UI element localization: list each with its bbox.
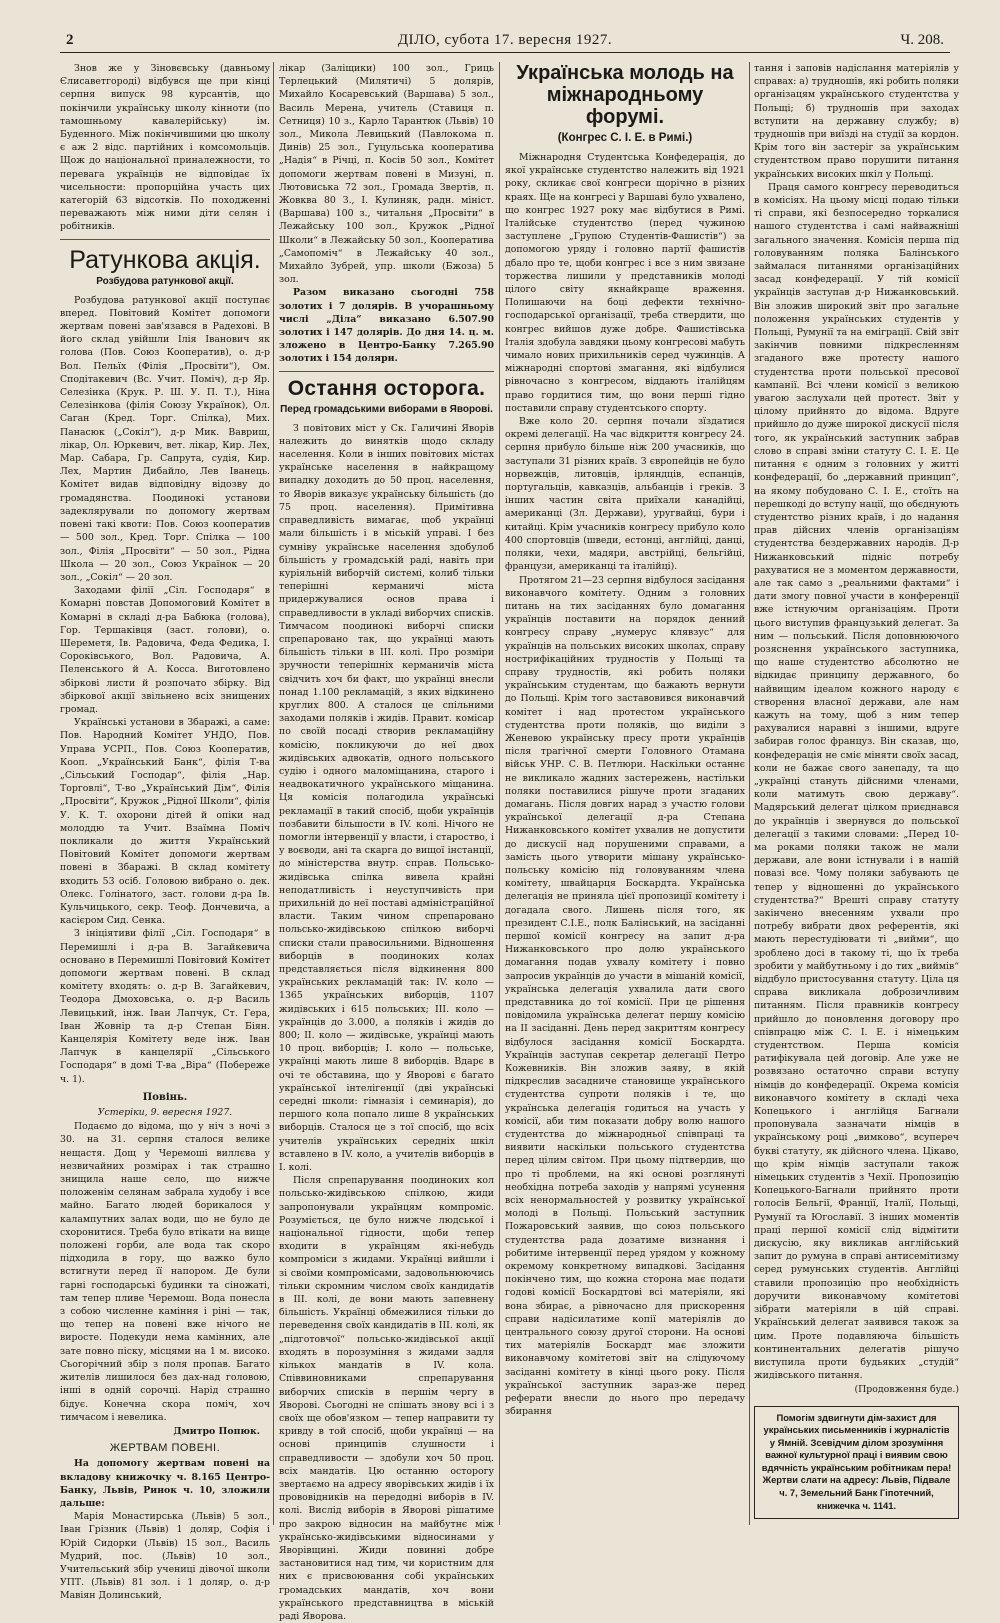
column-1	[60, 62, 270, 1602]
congress-paragraph: Міжнародня Студентська Конфедерація, до якої українське студентство належить від 1921 року, скликає свої конгреси щорічно в різних краях. Ще на конгресі у Варшаві було ухвалено, що конгрес 1927 року має відбутися в Римі. Італійське студентство (перед чужиною заступлене „Групою Студентів-Фашистів“) за допомогою уряду і головно партії фашистів дбало про те, щоби конгрес і все з ним звязане торжества лишили у представників молоді цілого світу якнайкраще враження. Полишаючи на боці дефекти технічно-господарської організації, треба ствердити, що конгрес вийшов дуже добре. Фашистівська Італія здобула завдяки цьому конгресові мабуть чимало нових прихильників серед чужинців. А міжнародні спортові змагання, які відбулися рівночасно з конгресом, віддають італійцям право гордитися тим, що вони перші гідно поставили справу студентського спорту.	[505, 152, 745, 414]
rescue-headline: Ратункова акція.	[69, 245, 261, 274]
rescue-paragraph: З ініціятиви філії „Сіл. Господаря“ в Перемишлі і д-ра В. Загайкевича основано в Перемишлі Повітовий Комітет допомоги жертвам повені. В склад комітету входять: о. д-р В. Загайкевич, Теодора Дмоховська, о. д-р Василь Левицький, інж. Іван Лапчук, Ст. Гера, Іван Жовнір та д-р Степан Біян. Канцелярія Комітету веде інж. Іван Лапчук в канцелярії „Сільського Господаря“ в домі Т-ва „Віра“ (Побереже ч. 1).	[60, 928, 270, 1085]
congress-paragraph: Праця самого конгресу переводиться в комісіях. На цьому місці подаю тільки ті справи, які безпосередно торкалися нашого студентства і самі найважніші загального значення. Комісія перша під головуванням поляка Балінського займалася питаннями організаційних засад конфедерації. У тій комісії українців заступав д-р Нижанковський. Він зложив широкий звіт про загальне положення українських студентів у Польщі, Румунії та на еміграції. Свій звіт закінчив повними підкресленням згаданого вже протесту нашого студентства проти польської пресової кампанії. Всі члени комісії з великою увагою заслухали цей протест. Звіт у цілому прийнято до відома. Вдруге прийшло до дуже широкої дискусії після того, як український заступник забрав слово в справі зміни статуту С. І. Е. Це питання є одним з головних у житті конфедерації, бо „державний принцип“, на якому побудовано С. І. Е., стоїть на перешкоді до вступу нації, що обєднують студентство різних країв, і до надання прав дійсних членів організаціям студентства бездержавних народів. Д-р Нижанковський підніс потребу рахуватися не з моментом державности, але так само з „реальними фактами“ і дати змогу повної участи в конференції вже істнуючим організаціям. Проти цього виступив французький делегат. За ним — польський. Після доповнюючого розяснення українського заступника, що наше студентство абсолютно не відкидає принципу державного, бо найвищим ідеалом кожного народу є створення власної держави, але нам кажуть на тому, щоб з ним тепер рахувалися наравні з іншими, вдруге забирав голос француз. Він сказав, що, конфедерація не сміє міняти своїх засад, коли не бажає свого занепаду, та що „українці стануть дійсними членами, коли матимуть свою державу“. Мадярський делегат цілком приєднався до українців і звернувся до польської делегації з такими словами: „Перед 10-ма роками поляки також не мали держави, але вони істнували і в нашій повазі все. Чому поляки забувають це тепер у відношенні до українського студентства?“ Врешті справу статуту закінчено внесенням ухвали про потребу вибрати двох референтів, які мають перестудіювати ті „вийми“, що зроблено досі в такому ті, що їх треба зробити у майбутньому і до тих „виймів“ віддбуло пристосування статуту. Ціла ця справа викликала доброзичливим питанням. Після правників конгресу прийшло до поновлення договору про співпрацю між С. І. Е. і німецьким студентством. Перша комісія ратифікувала цей договір. Але уже не розвязано остаточно справи вступу німців до конфедерації. Окрема комісія виконавчого комітету в складі чеха Копецького і англійця Багнали пропонувала зазначати німців в українському році „вимково“, всупереч букві статуту, як дійсного члена. Цікаво, що крім німців заступали також німецьких студентів з Чехії. Пропозицію Копецького-Багнали прийнято проти голосів Бельгії, Франції, Італії, Польщі, Румунії та Югославії. З інших моментів праці першої комісії слід відмітити дискусію, яку викликав англійський запит до румуна в справі антисемітизму серед румунських студентів. Англійці ставили пропозицію про необхідність доручити виконавчому комітетові зібрати матеріяли в цій справі. Український делегат заявився також за цим. Проте подавляюча більшість континентальних делегатів рішучо виступила проти будьяких „студій“ жидівського питання.	[754, 181, 959, 1382]
victims-total: Разом виказано сьогодні 758 золотих і 7 долярів. В учорашньому числі „Діла“ виказано 6.507.90 золотих і 147 долярів. До дня 14. ц. м. зложено в Центро-Банку 7.265.90 золотих і 154 доляри.	[279, 287, 494, 365]
flood-signature: Дмитро Попюк.	[173, 1425, 260, 1437]
column-3	[505, 62, 745, 1525]
warning-headline: Остання осторога.	[287, 376, 486, 400]
rescue-paragraph: Розбудова ратункової акції поступає вперед. Повітовий Комітет допомоги жертвам повені зав'язався в Радехові. В його склад увійшли Ілія Іванович як голова (Пов. Союз Кооператив), о. д-р Вол. Пельїх (Філія „Просвіти“), Ом. Сподітакевич (Вс. Учит. Поміч), д-р Яр. Селезінка (Крук. Р. Ш. У. П. Т.), Ніна Селезінкова (філія Союзу Українок), Ол. Саган (Кред. Торг. Спілка), Мих. Панасюк („Сокіл“), д-р Мик. Вавриш, лікар, Ол. Юркевич, вет. лікар, Кир. Лех, Мар. Сабара, Гр. Сапрута, судія, Кир. Лех, Мартин Дибайло, Лев Іванець. Комітет видав відповідну відозву до громадянства. Поодинокі установи задеклярували по допомогу жертвам повені такі квоти: Пов. Союз кооператив — 500 зол., Кред. Торг. Спілка — 100 зол., Філія „Просвіти“ — 50 зол., Рідна Школа — 20 зол., Союз Українок — 20 зол., „Сокіл“ — 20 зол.	[60, 294, 270, 583]
flood-paragraph: Подаємо до відома, що у ніч з ночі з 30. на 31. серпня сталося велике нещастя. Дощ у Черемоші виллєва у незвичайних розмірах і так страшно знищила наше село, що нижче положенім селянам забрала худобу і все майно. Багато людей борикалося у калампутних залах води, що не було де схоронитися. Треба було втікати на вище положені горби, але вода так скоро підходила в гору, що важко було встигнути перед її напором. Де були гарні господарські будинки та сіножаті, там тепер пливе Черемош. Вода понесла з собою численне каміння і ріні — так, що тепер на повені вже нічого не виросте. Подекуди нема камінних, але зате повно піску, місцями на 1 м. високо. Сьогорічний збір з поля пропав. Багато жителів лишилося без дах-над головою, інші в одній сорочці. Нарід страшно бідує. Конечна скора поміч, хоч тимчасом і невелика.	[60, 1121, 270, 1423]
rescue-subheadline: Розбудова ратункової акції.	[96, 275, 234, 287]
separator	[60, 239, 270, 240]
article-continuation: Знов же у Зіновєвську (давньому Єлисаветгороді) відбувся ще при кінці серпня випуск 98 курсантів, що покінчили українську школу кінноти (по тамошньому кавалерійську) ім. Буденного. Між покінчившими цю школу є аж 2 відс. партійних і комсомольців. Щож до національної приналежности, то перевага українців не відповідає їх чисельности: пропорційна участь цих категорій 63 відсотків. По походженні переважають між ними діти селян і робітників.	[60, 63, 270, 233]
victims-headline: ЖЕРТВАМ ПОВЕНІ.	[109, 1442, 221, 1455]
congress-paragraph: Протягом 21—23 серпня відбулося засідання виконавчого комітету. Одним з головних питань на тих засіданнях було домагання українців поставити на порядок денний конгресу справу „нумерус клявзус“ для українців на польських високих школах, справу нострифікаційних трудностів у Польщі та справу трудностів, які робить поляки українським студентам, що бажають вернути до Польщі. Крім того заставовився виконавчий комітет і над протестом українського студентства проти поляків, що виділи з Женевою українську пресу проти українців після трагічної смерти Головного Отамана військ УНР. С. В. Петлюри. Наскільки останнє не викликало жадних застережень, настільки поляки поставилися рішуче проти згаданих домагань. Після довгих нарад з участю голови української делегації д-ра Степана Нижанковського комітет ухвалив не допустити до дискусії над порушеними справами, а замість цього утворити мішану українсько-польську комісію під головуванням члена комітету, швайцарця Боскардта. Українська делегація не приняла цієї пропозиції комітету і догадала свого. Лишень після того, як президент С.І.Е., полк Балінський, на засіданні першої комісії конгресу на запит д-ра Нижанковського про долю українського домагання подав ухвалу комітету і повно запросив українців до участи в мішаній комісії, українська делегація ухвалила дати свого представника до тої комісії. При це рішення повідомила українська делегат першу комісію на II засіданні. День перед закриттям конгресу відбулося засідання комісії Боскардта. Українців заступав секретар делегації Петро Кожевників. Він зложив заяву, в якій підкреслив засадниче становище українського студентства супроти поляків і те, що українська делегація годиться на участь у комісії, аби тим показати добру волю нашого студентства до міжнародньої співпраці та виявити наскільки польського студентства перед цілим світом. При цьому підтвердив, що про ті проблеми, на які основі розглянуті необхідна потреба заходів у напрямі усунення всіх ненормальностей у розвитку української молоді в Польщі. Польський заступник Пожаровський заявив, що союз польського студентства рада дозатиме визнання і робитиме інтервенції перед урядом у кожному окремому конкретному випадкові. Засідання покінчено тим, що кожна сторона має подати годові комісії Боскардтові всі матеріяли, які вона збирає, а рівночасно для прискорення справи надісилатиме копії матеріялів до центрального союзу другої сторони. На основі тих матеріялів Боскардт має зложити виконавчому комітетові звіт на слідуючому засіданні комітету в кінці цього року. Після української заступник зараз-же перед реферати внесли до нього про передачу збирання	[505, 574, 745, 1418]
donation-notice-box: Помогім здвигнути дім-захист для українських письменників і журналістів у Ямній. Зсевідчим ділом зрозуміння важної культурної праці і виявим свою вдячність українським робітникам пера! Жертви слати на адресу: Львів, Підвале ч. 7, Земельний Банк Гіпотечний, книжечка ч. 1141.	[754, 1406, 959, 1520]
warning-subheadline: Перед громадськими виборами в Яворові.	[280, 403, 493, 415]
column-2	[279, 62, 494, 1622]
page-number: 2	[66, 32, 74, 48]
column-divider	[273, 62, 274, 1525]
congress-paragraph: Вже коло 20. серпня почали зїздатися окремі делегації. На час відкриття конгресу 24. серпня прибуло більше ніж 200 учасників, що заступали 31 різних країв. З європейців не було норвежців, литовців, ірляндців, еспанців, португальців, кавказців, альбанців і греків. З інших частин світа приїхали канадійці, американці (Зл. Держави), уругвайці, бури і китайці. Крім учасників конгресу прибуло коло 400 спортовців (шведи, естонці, англійці, данці, поляки, чехи, мадяри, австрійці, бельгійці, французи, американці та італійці).	[505, 416, 745, 573]
victims-list: Марія Монастирська (Львів) 5 зол., Іван Грізник (Львів) 1 доляр, Софія і Юрій Сидорки (Львів) 15 зол., Василь Мудрий, пос. (Львів) 10 зол., Учительський збір учениці дівочої школи УПТ. (Львів) 81 зол. і 1 доляр, о. д-р Мавіян Долинський,	[60, 1511, 270, 1602]
column-divider	[749, 62, 750, 1525]
rescue-paragraph: Заходами філії „Сіл. Господаря“ в Комарні повстав Допомоговий Комітет в Комарні в складі д-ра Бабюка (голова), Гор. Тершаківця (заст. голови), о. Шереметя, Ів. Радовича, Феда Федика, І. Сороківського, Вол. Радовича, А. Пеленського й А. Косса. Виготовлено збіркові листи й розпочато збірку. Від збіркової акції звільнено всіх знищених громад.	[60, 585, 270, 715]
rescue-paragraph: Українські установи в Збаражі, а саме: Пов. Народний Комітет УНДО, Пов. Управа УСРП., Пов. Союз Кооператив, Кооп. „Український Банк“, філія Т-ва „Сільський Господар“, філія „Нар. Торговлі“, Т-во „Український Дім“, Філія „Просвіти“, Кружок „Рідної Школи“, філія У. К. Т. охорони дітей й опіки над молоддю та Учит. Взаїмна Поміч покликали до життя Український Повітовий Комітет допомоги жертвам повені в Збаражі. В склад комітету входить 53 осіб. Головою вибрано о. дек. Олекс. Голінатого, заст. голови д-ра Ів. Кульчицького, секр. Теоф. Дончевича, а касієром Сид. Сенка.	[60, 717, 270, 927]
victims-intro: На допомогу жертвам повені на вкладову книжочку ч. 8.165 Центро-Банку, Львів, Ринок ч. 10, зложили дальше:	[60, 1458, 270, 1509]
congress-paragraph-continued: тання і заповів надіслання матеріялів у справах: а) трудношів, які робить поляки організацям українського студентства у Польщі; б) трудношів при заходах вступити на державну службу; в) трудношів при виїзді на студії за кордон. Крім того він застеріг за українським студентством право порушити питання українських високих шкіл у Польщі.	[754, 63, 959, 180]
flood-dateline: Устеріки, 9. вересня 1927.	[97, 1107, 233, 1119]
page-header	[60, 30, 950, 53]
flood-headline: Повінь.	[142, 1091, 188, 1103]
victims-list-continued: лікар (Заліщики) 100 зол., Гриць Терлецький (Милятичі) 5 долярів, Михайло Косаревський (Варшава) 5 зол., Василь Мерена, учитель (Ставиця п. Сетниця) 10 з., Карло Тарантюк (Львів) 10 зол., Микола Левицький (Павлокома п. Динів) 25 зол., Гуцульська кооператива „Надія“ в Річці, п. Косів 50 зол., Комітет допомоги жертвам повені в Мизуні, п. Лютовиська 72 зол., Громада Звертів, п. Жовква 80 З., І. Кулиняк, радн. мініст. (Варшава) 100 з., читальня „Просвіти“ в Лежайську 100 зол., Кружок „Рідної Школи“ в Лежайську 50 зол., Кооператива „Самопоміч“ в Лежайську 40 зол., Михайло Зубрей, упр. школи (Бжоза) 5 зол.	[279, 63, 494, 286]
newspaper-title-date: ДІЛО, субота 17. вересня 1927.	[397, 32, 613, 48]
column-divider	[499, 62, 500, 1525]
separator	[279, 371, 494, 372]
warning-paragraph: Після спрепарування поодиноких кол польсько-жидівською спілкою, жиди запропонували українцям компроміс. Розуміється, це було нижче людської і національної гідности, щоби тепер входити в українцям які-небудь компроміси з жидами. Українці вийшли і зі своїми компромісами, задовольнюючись тільки скромним числом своїх кандидатів в III. колі, де вони мають запевнену більшість. Українці обмежилися тільки до переведення своїх кандидатів в III. колі, як „підготовчої“ польсько-жидівської акції входять в порозуміння з жидами задля кількох мандатів в IV. кола. Співвиновниками спрепарування виборчих списків в першім чергу в Яворові. Сьогодні не спішать знову всі і з своїх ще обов'язком — тепер направити ту кривду в той спосіб, щоби українці — на основі принципів слушности і справедливости — здобули хоч 50 проц. всіх мандатів. Цю останню осторогу звертаємо на адресу яворівських жидів і їх прововідників на передодні виборів в IV. колі. Вислід виборів в Яворові рішатиме про закрою відносин на майбутнє між українсько-жидівськими відносинами у Яворівщині. Жиди повинні добре застановитися над тим, чи користним для них є присвоювання собі українських громадських мандатів, хоч вони українського представництва в міській раді Яворова.	[279, 1175, 494, 1622]
warning-paragraph: З повітових міст у Ск. Галичині Яворів належить до винятків щодо складу населення. Коли в інших повітових містах українське населення в найкращому випадку доходить до 50 проц. населення, то Яворів виказує українську більшість (до 75 проц. населення). Примітивна справедливість вимагає, щоб українці мали більшість і в міській управі. І без сумніву українське населення здобулоб більшість у громадській раді, навіть при куріяльній виборчій системі, колиб тільки теперішні керманичі міста придержувалися основ права і справедливости в укладі виборчих списків. Тимчасом поодинокі виборчі списки спрепаровано так, що українці мають більшість тільки в ІІІ. колі. Про розміри зручности теперішніх керманичів міста свідчить хоч би факт, що українці внесли понад 1.100 рекламацій, з яких відкинено круглих 800. А сталося це спільними заходами поляків і жидів. Правит. комісар по своїй посаді створив рекламаційну комісію, покликуючи до неї двох жидівських адвокатів, одного польського судію і одного маломіщанина, старого і неадвокатичного українського міщанина. Ця комісія полагодила українські рекламації в такий спосіб, щоби українців позбавити більшости в IV. колі. Нічого не помогли інтервенції у власти, і староство, і у воєводи, ані та скарга до вищої інстанції, до міністерства внутр. справ. Польсько-жидівська спілка вивела крайнi неподатливість і неуступчивість при прихильній до неї поставі адміністраційної власти. Таким чином спрепаровано польсько-жидівською спілкою виборчі списки стали правосильними. Відношення виборців в поодиноких колах представляється після відкинення 800 українських рекламацій так: IV. коло — 1365 українських виборців, 1107 жидівських і 615 польських; III. коло — українців до 3.000, а поляків і жидів до 800; II. коло — жидівське, українці мають 10 проц. виборців; I. коло — польське, українці мають лише 8 виборців. Вдарє в очі те обставина, що у Яворові є багато української інтелігенції (дві українські середні школи: гімназія і семинарія), до першого кола попало лише 8 українських виборців. Сталося це з тої спосіб, що всіх учителів українських середніх шкіл вставлено в IV. коло, а учителів виборців в І. колі.	[279, 422, 494, 1174]
column-4	[754, 62, 959, 1525]
congress-subheadline: (Конгрес С. І. Е. в Римі.)	[557, 132, 693, 144]
continued-note: (Продовження буде.)	[854, 1384, 959, 1396]
issue-number: Ч. 208.	[900, 32, 944, 48]
congress-headline: Українська молодь на міжнародньому форумі.	[516, 62, 734, 128]
